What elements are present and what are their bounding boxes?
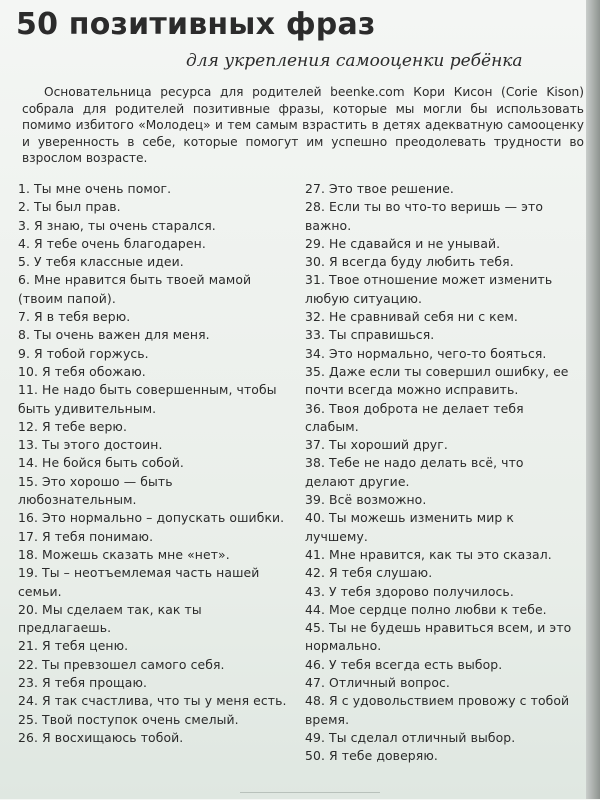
list-item: 49. Ты сделал отличный выбор.: [305, 729, 516, 745]
list-item: 29. Не сдавайся и не унывай.: [305, 235, 501, 251]
list-item: 38. Тебе не надо делать всё, что делают другие.: [305, 455, 524, 489]
list-item: 7. Я в тебя верю.: [18, 309, 131, 325]
left-column: [18, 180, 294, 747]
list-item: 4. Я тебе очень благодарен.: [18, 235, 206, 251]
list-item: 48. Я с удовольствием провожу с тобой время.: [305, 693, 570, 727]
list-item: 14. Не бойся быть собой.: [18, 455, 184, 471]
list-item: 15. Это хорошо — быть любознательным.: [18, 473, 173, 508]
list-item: 20. Мы сделаем так, как ты предлагаешь.: [18, 601, 202, 636]
list-item: 8. Ты очень важен для меня.: [18, 327, 210, 343]
list-item: 17. Я тебя понимаю.: [18, 528, 154, 544]
page-title: 50 позитивных фраз: [16, 7, 376, 42]
list-item: 12. Я тебе верю.: [18, 418, 127, 434]
list-item: 32. Не сравнивай себя ни с кем.: [305, 309, 518, 325]
list-item: 10. Я тебя обожаю.: [18, 363, 146, 379]
list-item: 21. Я тебя ценю.: [18, 638, 129, 654]
list-item: 6. Мне нравится быть твоей мамой (твоим папой).: [18, 272, 252, 306]
list-item: 35. Даже если ты совершил ошибку, ее почти всегда можно исправить.: [305, 363, 569, 398]
list-item: 3. Я знаю, ты очень старался.: [18, 217, 216, 233]
right-column: [305, 180, 573, 766]
list-item: 41. Мне нравится, как ты это сказал.: [305, 546, 552, 562]
list-item: 42. Я тебя слушаю.: [305, 565, 433, 581]
list-item: 27. Это твое решение.: [305, 181, 454, 196]
list-item: 24. Я так счастлива, что ты у меня есть.: [18, 693, 287, 709]
list-item: 40. Ты можешь изменить мир к лучшему.: [305, 510, 514, 544]
phrase-list: [18, 180, 588, 780]
list-item: 39. Всё возможно.: [305, 492, 427, 508]
list-item: 1. Ты мне очень помог.: [18, 181, 172, 196]
list-item: 30. Я всегда буду любить тебя.: [305, 254, 514, 270]
list-item: 36. Твоя доброта не делает тебя слабым.: [305, 400, 524, 434]
list-item: 22. Ты превзошел самого себя.: [18, 656, 225, 672]
list-item: 37. Ты хороший друг.: [305, 437, 448, 453]
list-item: 47. Отличный вопрос.: [305, 675, 450, 691]
list-item: 33. Ты справишься.: [305, 327, 435, 343]
list-item: 2. Ты был прав.: [18, 199, 121, 215]
list-item: 19. Ты – неотъемлемая часть нашей семьи.: [18, 565, 260, 599]
intro-paragraph: Основательница ресурса для родителей beenke.com Кори Кисон (Corie Kison) собрала для родителей позитивные фразы, которые мы могли бы использовать помимо избитого «Молодец» и тем самым взрастить в детях адекватную самооценку и уверенность в себе, которые помогут им успешно преодолевать трудности во взрослом возрасте.: [22, 85, 584, 165]
list-item: 43. У тебя здорово получилось.: [305, 583, 514, 599]
list-item: 11. Не надо быть совершенным, чтобы быть удивительным.: [18, 382, 277, 416]
list-item: 5. У тебя классные идеи.: [18, 254, 184, 270]
list-item: 9. Я тобой горжусь.: [18, 345, 149, 361]
list-item: 44. Мое сердце полно любви к тебе.: [305, 601, 547, 617]
list-item: 31. Твое отношение может изменить любую ситуацию.: [305, 272, 553, 306]
list-item: 25. Твой поступок очень смелый.: [18, 711, 239, 727]
page-subtitle: для укрепления самооценки ребёнка: [186, 51, 523, 71]
list-item: 23. Я тебя прощаю.: [18, 675, 148, 691]
poster-edge-shadow: [586, 0, 600, 799]
list-item: 26. Я восхищаюсь тобой.: [18, 729, 184, 745]
list-item: 13. Ты этого достоин.: [18, 437, 163, 453]
list-item: 50. Я тебе доверяю.: [305, 748, 438, 764]
list-item: 34. Это нормально, чего-то бояться.: [305, 345, 547, 361]
list-item: 28. Если ты во что-то веришь — это важно.: [305, 199, 544, 233]
list-item: 18. Можешь сказать мне «нет».: [18, 546, 230, 562]
list-item: 16. Это нормально – допускать ошибки.: [18, 510, 285, 526]
list-item: 46. У тебя всегда есть выбор.: [305, 656, 503, 672]
list-item: 45. Ты не будешь нравиться всем, и это нормально.: [305, 620, 572, 654]
